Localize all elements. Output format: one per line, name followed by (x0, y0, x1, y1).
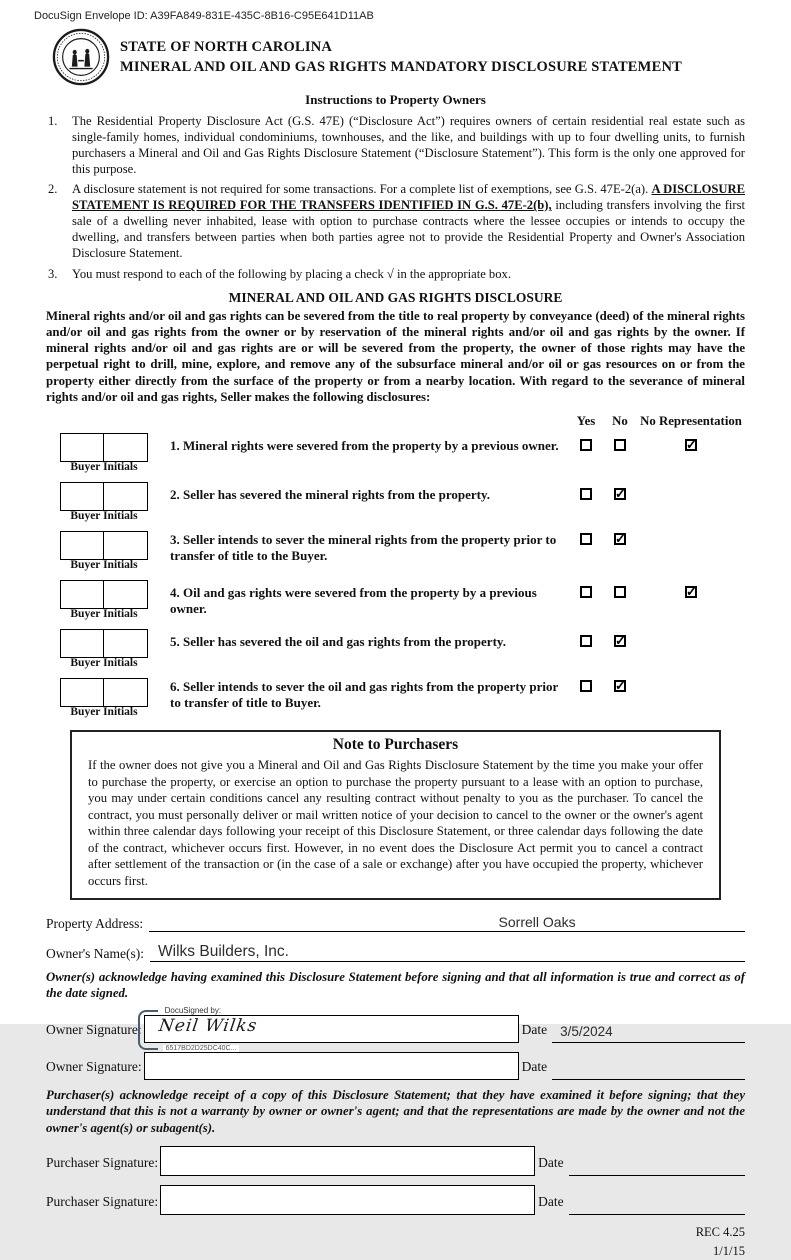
instruction-item-2 (46, 182, 745, 261)
owners-name-row (46, 944, 745, 962)
buyer-initials-boxes[interactable] (60, 678, 170, 707)
disclosure-row-4 (46, 578, 745, 622)
buyer-initials-boxes[interactable] (60, 531, 170, 560)
no-checkbox-cell (603, 431, 637, 451)
buyer-initials-block (46, 629, 170, 669)
no-representation-cell (637, 676, 745, 684)
column-header-yes: Yes (576, 414, 596, 429)
note-body: If the owner does not give you a Mineral and Oil and Gas Rights Disclosure Statement by the time you make your offer to purchase the property, or exercise an option to purchase the property pursuant to a lease with an option to purchase, you may under certain conditions cancel any resulting contract without penalty to you as the purchaser. To cancel the contract, you must personally deliver or mail written notice of your decision to cancel to the owner or the owner's agent within three calendar days following your receipt of this Disclosure Statement, or three calendar days following the date of the contract, whichever occurs first. However, in no event does the Disclosure Act permit you to cancel a contract after settlement of the transaction or (in the case of a sale or exchange) after you have occupied the property, whichever occurs first. (88, 758, 703, 888)
no-checkbox[interactable] (614, 635, 626, 647)
no-checkbox-cell (603, 578, 637, 598)
item-number: 1. (48, 114, 58, 128)
no-representation-cell (637, 480, 745, 488)
buyer-initials-label: Buyer Initials (70, 510, 138, 523)
column-header-no: No (612, 414, 628, 429)
instruction-text: The Residential Property Disclosure Act (G.S. 47E) (“Disclosure Act”) requires owners of certain residential real estate such as single-family homes, individual condominiums, townhouses, and the like, and buildings with up to four dwelling units, to furnish purchasers a Mineral and Oil and Gas Rights Disclosure Statement (“Disclosure Statement”). This form is the only one approved for this purpose. (72, 114, 745, 176)
buyer-initials-box[interactable] (104, 678, 148, 707)
form-footer (46, 1223, 745, 1260)
no-checkbox[interactable] (614, 586, 626, 598)
form-code: REC 4.25 (695, 1224, 745, 1239)
buyer-initials-label: Buyer Initials (70, 657, 138, 670)
form-header (46, 28, 745, 86)
no-representation-checkbox[interactable] (685, 439, 697, 451)
buyer-initials-boxes[interactable] (60, 629, 170, 658)
owner-date-field-2[interactable] (552, 1062, 745, 1080)
buyer-initials-block (46, 580, 170, 620)
purchaser-signature-label: Purchaser Signature: (46, 1193, 159, 1209)
yes-checkbox-cell (569, 529, 603, 545)
owner-signature-field-2[interactable] (144, 1052, 519, 1080)
owner-signature-row-2 (46, 1052, 745, 1080)
owner-signature-value: Neil Wilks (157, 1015, 259, 1036)
buyer-initials-box[interactable] (60, 531, 104, 560)
buyer-initials-boxes[interactable] (60, 433, 170, 462)
yes-checkbox[interactable] (580, 439, 592, 451)
yes-checkbox[interactable] (580, 680, 592, 692)
no-checkbox[interactable] (614, 533, 626, 545)
disclosure-column-headers (46, 414, 745, 429)
buyer-initials-box[interactable] (104, 531, 148, 560)
note-to-purchasers-box (70, 730, 721, 900)
no-representation-cell (637, 529, 745, 537)
purchaser-date-field-1[interactable] (569, 1158, 745, 1176)
instructions-heading: Instructions to Property Owners (305, 92, 486, 107)
disclosure-statement: 1. Mineral rights were severed from the property by a previous owner. (170, 438, 559, 454)
nc-real-estate-commission-seal-icon (52, 28, 110, 86)
buyer-initials-label: Buyer Initials (70, 559, 138, 572)
owner-signature-row-1 (46, 1005, 745, 1052)
date-label: Date (521, 1058, 548, 1074)
property-address-row (46, 914, 745, 932)
instruction-text-emphasis: A DISCLOSURE STATEMENT IS REQUIRED FOR THE TRANSFERS IDENTIFIED IN G.S. 47E-2(b), (72, 182, 745, 213)
yes-checkbox[interactable] (580, 488, 592, 500)
buyer-initials-box[interactable] (104, 629, 148, 658)
form-titles (120, 39, 682, 76)
buyer-initials-boxes[interactable] (60, 580, 170, 609)
property-address-field[interactable] (149, 914, 745, 932)
yes-checkbox-cell (569, 676, 603, 692)
no-representation-cell (637, 431, 745, 451)
date-label: Date (538, 1193, 564, 1209)
purchaser-signature-field-2[interactable] (160, 1185, 535, 1215)
purchaser-signature-row-2 (46, 1185, 745, 1215)
buyer-initials-box[interactable] (104, 580, 148, 609)
purchaser-signature-row-1 (46, 1146, 745, 1176)
no-checkbox-cell (603, 676, 637, 692)
item-number: 3. (48, 266, 58, 281)
purchaser-acknowledgment: Purchaser(s) acknowledge receipt of a copy of this Disclosure Statement; that they have examined it before signing; that they understand that this is not a warranty by owner or owner's agent; and that the representations are made by the owner and not the owner's agent(s) or subagent(s). (46, 1087, 745, 1135)
form-revision-date: 1/1/15 (713, 1243, 745, 1258)
yes-checkbox[interactable] (580, 586, 592, 598)
disclosure-intro: Mineral rights and/or oil and gas rights can be severed from the title to real property by conveyance (deed) of the mineral rights and/or oil and gas rights from the owner or by reservation of the mineral rights and/or oil and gas rights by the owner. If mineral rights and/or oil and gas rights are or will be severed from the property, the owner of those rights may have the perpetual right to drill, mine, explore, and remove any of the subsurface mineral and/or oil or gas resources on or from the property either directly from the surface of the property or from a nearby location. With regard to the severance of mineral rights and/or oil and gas rights, Seller makes the following disclosures: (46, 308, 745, 404)
yes-checkbox[interactable] (580, 533, 592, 545)
instructions-list (46, 114, 745, 283)
owners-name-label: Owner's Name(s): (46, 946, 145, 962)
instruction-text: A disclosure statement is not required for some transactions. For a complete list of exemptions, see G.S. 47E-2(a). (72, 182, 652, 197)
buyer-initials-box[interactable] (60, 629, 104, 658)
docusign-envelope-id: DocuSign Envelope ID: A39FA849-831E-435C-8B16-C95E641D11AB (34, 10, 374, 22)
owner-date-field-1[interactable] (552, 1025, 745, 1043)
no-checkbox-cell (603, 627, 637, 647)
buyer-initials-box[interactable] (60, 580, 104, 609)
owners-name-value: Wilks Builders, Inc. (158, 943, 289, 961)
instruction-text: You must respond to each of the following by placing a check √ in the appropriate box. (72, 266, 511, 281)
disclosure-heading: MINERAL AND OIL AND GAS RIGHTS DISCLOSURE (228, 289, 563, 305)
disclosure-statement: 3. Seller intends to sever the mineral rights from the property prior to transfer of title to the Buyer. (170, 532, 557, 563)
disclosure-statement: 5. Seller has severed the oil and gas rights from the property. (170, 634, 506, 650)
yes-checkbox[interactable] (580, 635, 592, 647)
buyer-initials-block (46, 678, 170, 718)
purchaser-date-field-2[interactable] (569, 1197, 745, 1215)
disclosure-row-3 (46, 529, 745, 573)
buyer-initials-block (46, 482, 170, 522)
no-checkbox[interactable] (614, 488, 626, 500)
disclosure-row-6 (46, 676, 745, 720)
date-label: Date (538, 1154, 564, 1170)
no-representation-cell (637, 627, 745, 635)
no-checkbox[interactable] (614, 680, 626, 692)
disclosure-statement: 2. Seller has severed the mineral rights from the property. (170, 487, 491, 503)
instruction-text: including transfers involving the first sale of a dwelling never inhabited, lease with option to purchase contracts where the lessee occupies or intends to occupy the dwelling, and transfers between parties when both parties agree not to provide the Residential Property and Owner's Association Disclosure Statement. (72, 198, 746, 260)
no-checkbox[interactable] (614, 439, 626, 451)
yes-checkbox-cell (569, 627, 603, 647)
buyer-initials-label: Buyer Initials (70, 706, 138, 719)
buyer-initials-box[interactable] (60, 433, 104, 462)
owner-signature-label: Owner Signature: (46, 1021, 142, 1037)
form-title: MINERAL AND OIL AND GAS RIGHTS MANDATORY DISCLOSURE STATEMENT (120, 58, 682, 75)
instruction-item-1 (46, 114, 745, 177)
purchaser-signature-label: Purchaser Signature: (46, 1154, 159, 1170)
property-address-value: Sorrell Oaks (498, 914, 576, 931)
column-header-no-representation: No Representation (640, 414, 742, 429)
property-address-label: Property Address: (46, 916, 144, 932)
no-checkbox-cell (603, 480, 637, 500)
no-checkbox-cell (603, 529, 637, 545)
instruction-item-3 (46, 267, 745, 283)
yes-checkbox-cell (569, 578, 603, 598)
state-title: STATE OF NORTH CAROLINA (120, 38, 333, 55)
owners-name-field[interactable] (150, 944, 745, 962)
buyer-initials-label: Buyer Initials (70, 461, 138, 474)
buyer-initials-box[interactable] (60, 678, 104, 707)
disclosure-row-5 (46, 627, 745, 671)
docusign-signed-by-label: DocuSigned by: (161, 1006, 225, 1015)
owner-signature-field[interactable] (144, 1005, 519, 1052)
docusign-signature-id: 6517BD2D25DC40C... (163, 1045, 240, 1052)
buyer-initials-label: Buyer Initials (70, 608, 138, 621)
item-number: 2. (48, 182, 58, 197)
buyer-initials-boxes[interactable] (60, 482, 170, 511)
disclosure-statement: 4. Oil and gas rights were severed from the property by a previous owner. (170, 585, 537, 616)
buyer-initials-block (46, 433, 170, 473)
disclosure-statement: 6. Seller intends to sever the oil and gas rights from the property prior to transfer of title to Buyer. (170, 679, 559, 710)
owner-signature-label: Owner Signature: (46, 1058, 142, 1074)
docusign-bracket (138, 1010, 158, 1050)
no-representation-checkbox[interactable] (685, 586, 697, 598)
purchaser-signature-field-1[interactable] (160, 1146, 535, 1176)
owner-acknowledgment: Owner(s) acknowledge having examined this Disclosure Statement before signing and that all information is true and correct as of the date signed. (46, 970, 745, 1001)
buyer-initials-block (46, 531, 170, 571)
no-representation-cell (637, 578, 745, 598)
owner-date-value: 3/5/2024 (560, 1023, 613, 1039)
buyer-initials-box[interactable] (104, 482, 148, 511)
disclosure-row-2 (46, 480, 745, 524)
yes-checkbox-cell (569, 431, 603, 451)
buyer-initials-box[interactable] (104, 433, 148, 462)
note-title: Note to Purchasers (332, 736, 459, 754)
date-label: Date (521, 1021, 548, 1037)
disclosure-row-1 (46, 431, 745, 475)
buyer-initials-box[interactable] (60, 482, 104, 511)
yes-checkbox-cell (569, 480, 603, 500)
